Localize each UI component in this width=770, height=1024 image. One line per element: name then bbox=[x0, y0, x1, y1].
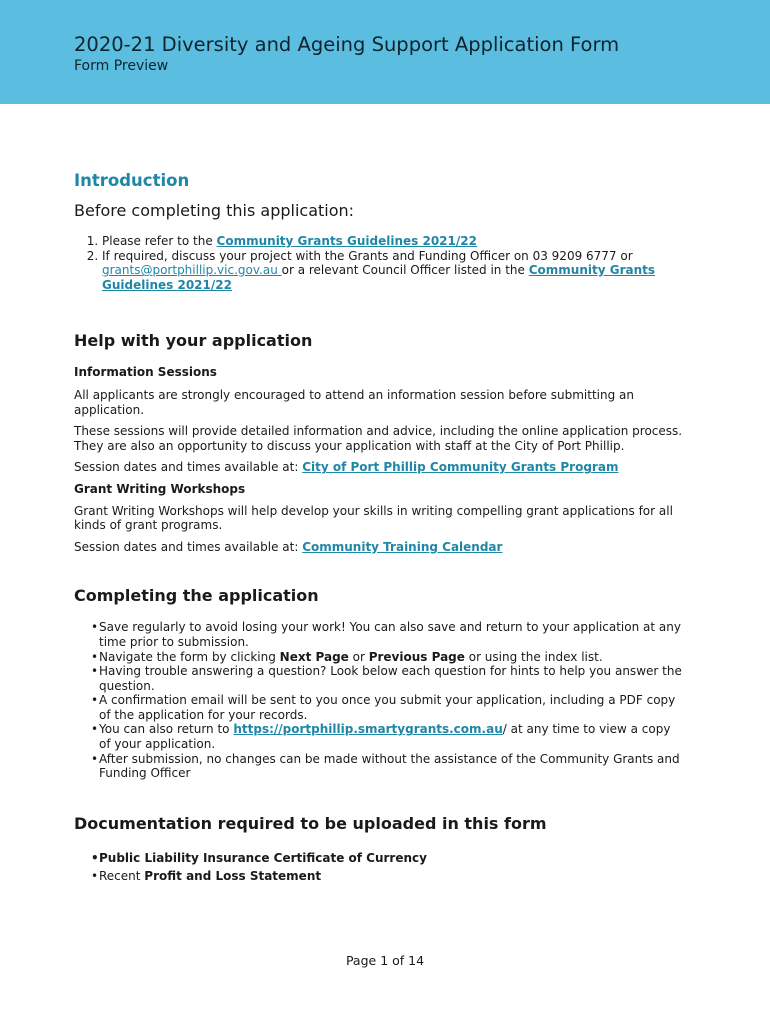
info-sessions-para2: These sessions will provide detailed information and advice, including the online application process. They are also an opportunity to discuss your application with staff at the City of Port Phillip. bbox=[74, 424, 683, 453]
item-text: If required, discuss your project with the Grants and Funding Officer on 03 9209 6777 or bbox=[102, 248, 633, 263]
workshops-heading: Grant Writing Workshops bbox=[74, 481, 246, 496]
list-item: • Having trouble answering a question? Look below each question for hints to help you answer the question. bbox=[91, 664, 684, 693]
form-title: 2020-21 Diversity and Ageing Support Application Form bbox=[74, 33, 620, 56]
completing-list bbox=[74, 620, 684, 781]
list-item: • Public Liability Insurance Certificate of Currency bbox=[91, 849, 684, 867]
form-content bbox=[74, 170, 684, 885]
guidelines-link[interactable]: Community Grants Guidelines 2021/22 bbox=[216, 234, 477, 248]
item-text: or using the index list. bbox=[464, 649, 603, 664]
introduction-heading: Introduction bbox=[74, 171, 190, 190]
workshops-line bbox=[74, 540, 684, 555]
list-item: • Save regularly to avoid losing your work! You can also save and return to your application at any time prior to submission. bbox=[91, 620, 684, 649]
info-sessions-para1: All applicants are strongly encouraged to attend an information session before submitting an application. bbox=[74, 387, 634, 417]
smartygrants-link[interactable]: https://portphillip.smartygrants.com.au bbox=[233, 722, 503, 737]
introduction-subheading: Before completing this application: bbox=[74, 201, 355, 220]
workshops-para: Grant Writing Workshops will help develop your skills in writing compelling grant applications for all kinds of grant programs. bbox=[74, 503, 673, 533]
profit-loss-text: Profit and Loss Statement bbox=[144, 868, 322, 883]
item-text: or a relevant Council Officer listed in the bbox=[281, 263, 529, 278]
item-text: Navigate the form by clicking bbox=[99, 649, 280, 664]
sessions-label: Session dates and times available at: bbox=[74, 460, 303, 475]
documentation-heading: Documentation required to be uploaded in this form bbox=[74, 813, 547, 833]
list-item bbox=[91, 722, 684, 751]
info-sessions-line bbox=[74, 460, 684, 475]
workshops-label: Session dates and times available at: bbox=[74, 539, 303, 554]
list-item: • After submission, no changes can be made without the assistance of the Community Grants and Funding Officer bbox=[91, 752, 684, 781]
community-grants-program-link[interactable]: City of Port Phillip Community Grants Program bbox=[302, 460, 619, 475]
completing-heading: Completing the application bbox=[74, 586, 319, 606]
introduction-list bbox=[74, 234, 684, 292]
form-subtitle: Form Preview bbox=[74, 58, 169, 74]
guidelines-link[interactable]: Community Grants Guidelines 2021/22 bbox=[102, 263, 656, 292]
item-text: Recent bbox=[99, 868, 145, 883]
item-text: or bbox=[348, 649, 369, 664]
item-text: Please refer to the bbox=[102, 234, 217, 248]
list-item bbox=[91, 867, 684, 885]
list-item: • A confirmation email will be sent to you once you submit your application, including a PDF copy of the application for your records. bbox=[91, 693, 684, 722]
documentation-list bbox=[74, 849, 684, 885]
item-text: You can also return to bbox=[99, 722, 234, 737]
list-item bbox=[91, 650, 684, 665]
form-header bbox=[0, 0, 770, 104]
next-page-text: Next Page bbox=[279, 649, 349, 664]
item-text: / at any time to view a copy of your application. bbox=[99, 722, 671, 752]
info-sessions-heading: Information Sessions bbox=[74, 365, 217, 380]
list-item bbox=[102, 234, 684, 249]
page-number: Page 1 of 14 bbox=[345, 953, 425, 968]
email-link[interactable]: grants@portphillip.vic.gov.au bbox=[102, 263, 282, 278]
previous-page-text: Previous Page bbox=[368, 649, 465, 664]
help-heading: Help with your application bbox=[74, 331, 313, 351]
training-calendar-link[interactable]: Community Training Calendar bbox=[302, 539, 503, 554]
list-item bbox=[102, 249, 684, 293]
